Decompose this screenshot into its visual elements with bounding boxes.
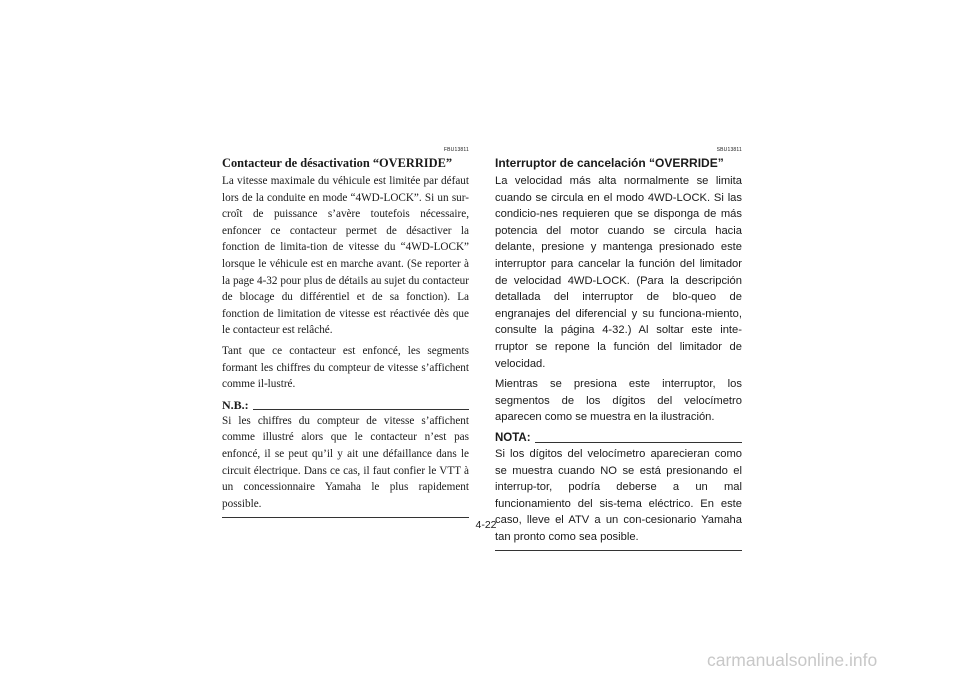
watermark: carmanualsonline.info xyxy=(707,650,878,670)
body-paragraph: Mientras se presiona este interruptor, los segmentos de los dígitos del velocímetro aparecen como se muestra en la ilustración. xyxy=(495,378,742,424)
section-title: Contacteur de désactivation “OVERRIDE” xyxy=(222,156,453,170)
note-rule xyxy=(535,442,742,443)
note-text: Si los dígitos del velocímetro aparecieran como se muestra cuando NO se está presionando el interrup-tor, podría deberse a un mal funcionamiento del sis-tema eléctrico. En este caso, lleve el ATV a un con-cesionario Yamaha tan pronto como sea posible. xyxy=(495,447,742,543)
note-text: Si les chiffres du compteur de vitesse s’affichent comme illustré alors que le contacteur n’est pas enfoncé, il se peut qu’il y ait une défaillance dans le circuit électrique. Dans ce cas, il faut confier le VTT à un concessionnaire Yamaha le plus rapidement possible. xyxy=(222,414,469,510)
spanish-column xyxy=(495,146,742,551)
note-header xyxy=(495,430,742,446)
note-end-rule xyxy=(222,517,469,518)
body-paragraph: La velocidad más alta normalmente se limita cuando se circula en el modo 4WD-LOCK. Si las condicio-nes requieren que se disponga de más potencia del motor cuando se circula hacia delante, presione y mantenga presionado este interruptor para cancelar la función del limitador de velocidad 4WD-LOCK. (Para la descripción detallada del interruptor de blo-queo de engranajes del diferencial y su funciona-miento, consulte la página 4-32.) Al soltar este inte-rruptor se repone la función del limitador de velocidad. xyxy=(495,175,742,370)
note-label: NOTA: xyxy=(495,431,531,444)
section-code: SBU13811 xyxy=(716,147,742,153)
note-rule xyxy=(253,409,469,410)
french-column xyxy=(222,146,469,518)
note-header xyxy=(222,397,469,413)
body-paragraph: Tant que ce contacteur est enfoncé, les segments formant les chiffres du compteur de vitesse s’affichent comme il-lustré. xyxy=(222,344,469,391)
section-title: Interruptor de cancelación “OVERRIDE” xyxy=(495,156,724,170)
note-label: N.B.: xyxy=(222,397,249,412)
page-number: 4-22 xyxy=(475,519,497,531)
note-end-rule xyxy=(495,550,742,551)
section-code: FBU13811 xyxy=(443,147,469,153)
body-paragraph: La vitesse maximale du véhicule est limitée par défaut lors de la conduite en mode “4WD-LOCK”. Si un sur-croît de puissance s’avère toutefois nécessaire, enfoncer ce contacteur permet de désactiver la fonction de limita-tion de vitesse du “4WD-LOCK” lorsque le véhicule est en marche avant. (Se reporter à la page 4-32 pour plus de détails au sujet du contacteur de blocage du différentiel et de sa fonction). La fonction de limitation de vitesse est réactivée dès que le contacteur est relâché. xyxy=(222,175,469,337)
